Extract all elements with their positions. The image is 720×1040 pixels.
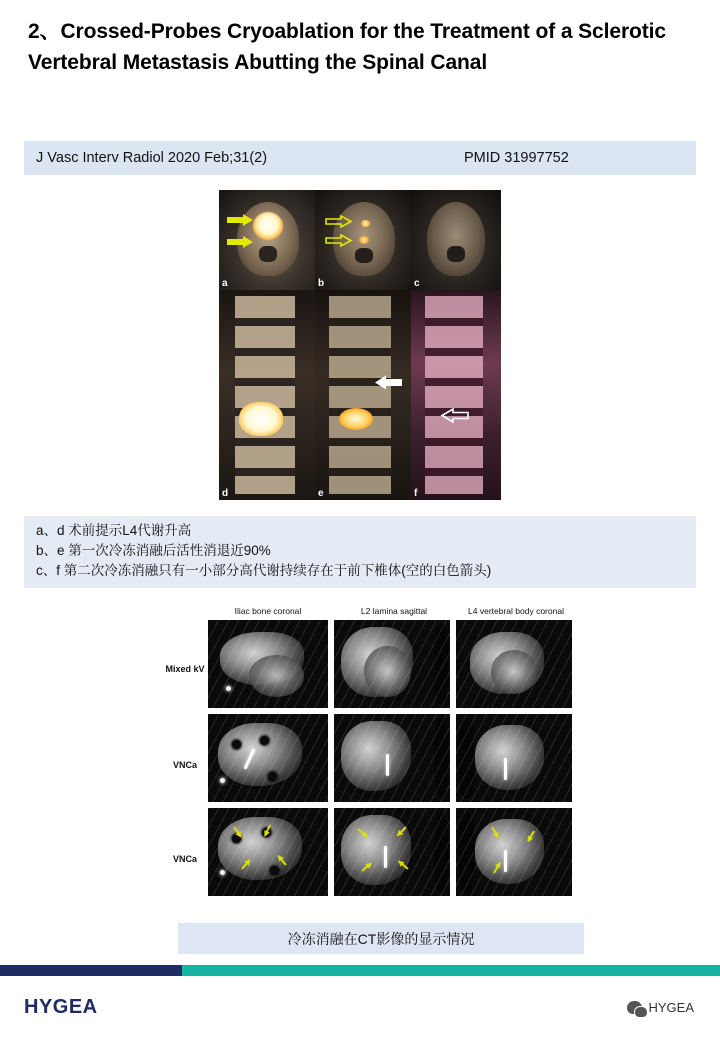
figure-row-top: [219, 190, 501, 290]
ct-image-r2c2: [334, 714, 450, 802]
ct-image-r3c1: [208, 808, 328, 896]
metal-streak-artifact: [208, 714, 328, 802]
column-header-l4: L4 vertebral body coronal: [468, 606, 564, 616]
spinal-canal: [447, 246, 465, 262]
ct-image-r2c3: [456, 714, 572, 802]
spine-sagittal: [235, 296, 295, 494]
legend-line-3: c、f 第二次冷冻消融只有一小部分高代谢持续存在于前下椎体(空的白色箭头): [36, 563, 492, 578]
ct-image-r2c1: [208, 714, 328, 802]
row-label-vnca-2: VNCa: [172, 854, 197, 864]
cryoprobe: [384, 846, 387, 868]
panel-label: e: [318, 488, 324, 499]
wechat-handle: [627, 1000, 694, 1015]
column-header-l2: L2 lamina sagittal: [360, 606, 428, 616]
figure-legend: [24, 516, 696, 588]
wechat-label: HYGEA: [648, 1000, 694, 1015]
page-title: 2、Crossed-Probes Cryoablation for the Treatment of a Sclerotic Vertebral Metastasis Abutting the Spinal Canal: [28, 20, 666, 74]
metal-streak-artifact: [334, 808, 450, 896]
ct-image-r1c1: [208, 620, 328, 708]
spinal-canal: [355, 248, 373, 263]
panel-label: a: [222, 278, 228, 289]
figure-panel-e: [315, 290, 411, 500]
yellow-hollow-arrow-icon: [325, 215, 353, 228]
metal-streak-artifact: [208, 808, 328, 896]
residual-uptake: [339, 408, 373, 430]
ct-image-r3c2: [334, 808, 450, 896]
figure-panel-f: [411, 290, 501, 500]
metal-streak-artifact: [456, 808, 572, 896]
metal-streak-artifact: [334, 620, 450, 708]
hotspot: [239, 402, 283, 436]
residual-uptake: [359, 236, 369, 244]
dark-blob: [268, 772, 277, 781]
yellow-hollow-arrow-icon: [325, 234, 353, 247]
citation-bar: [24, 141, 696, 175]
white-hollow-arrow-icon: [439, 408, 469, 423]
row-label-mixed-kv: Mixed kV: [165, 664, 205, 674]
panel-label: f: [414, 488, 418, 499]
metal-streak-artifact: [334, 714, 450, 802]
wechat-icon: [627, 1001, 642, 1014]
cryoprobe: [386, 754, 389, 776]
white-arrow-icon: [371, 375, 403, 390]
cryoprobe: [504, 758, 507, 780]
footer-bar-teal: [182, 965, 720, 976]
figure-ct-matrix: [160, 602, 564, 902]
ct-image-r1c3: [456, 620, 572, 708]
panel-label: d: [222, 488, 229, 499]
spinal-canal: [259, 246, 277, 262]
figure-row-bottom: [219, 290, 501, 500]
spine-sagittal: [329, 296, 391, 494]
dark-blob: [260, 736, 269, 745]
dark-blob: [232, 740, 241, 749]
column-header-iliac: Iliac bone coronal: [234, 606, 302, 616]
metal-marker: [226, 686, 231, 691]
metal-marker: [220, 778, 225, 783]
spine-sagittal: [425, 296, 483, 494]
figure-panel-a: [219, 190, 315, 290]
footer-logo: HYGEA: [24, 996, 98, 1018]
metal-streak-artifact: [456, 620, 572, 708]
figure-panel-d: [219, 290, 315, 500]
panel-label: b: [318, 278, 325, 289]
ct-image-r3c3: [456, 808, 572, 896]
cryoprobe: [504, 850, 507, 872]
figure-pet-ct: [219, 190, 501, 500]
metal-marker: [220, 870, 225, 875]
figure-caption: 冷冻消融在CT影像的显示情况: [178, 923, 584, 954]
panel-label: c: [414, 278, 420, 289]
ct-image-r1c2: [334, 620, 450, 708]
footer-bar-navy: [0, 965, 182, 976]
figure-panel-b: [315, 190, 411, 290]
figure-panel-c: [411, 190, 501, 290]
citation-pmid: PMID 31997752: [464, 150, 569, 166]
row-label-vnca-1: VNCa: [172, 760, 197, 770]
yellow-arrow-icon: [227, 214, 253, 226]
yellow-arrow-icon: [227, 236, 253, 248]
hotspot: [253, 212, 283, 240]
legend-line-2: b、e 第一次冷冻消融后活性消退近90%: [36, 543, 271, 558]
metal-streak-artifact: [456, 714, 572, 802]
legend-line-1: a、d 术前提示L4代谢升高: [36, 523, 192, 538]
dark-blob: [270, 866, 279, 875]
vertebra-shape: [427, 202, 485, 276]
residual-uptake: [361, 220, 370, 227]
citation-journal: J Vasc Interv Radiol 2020 Feb;31(2): [36, 150, 268, 166]
metal-streak-artifact: [208, 620, 328, 708]
